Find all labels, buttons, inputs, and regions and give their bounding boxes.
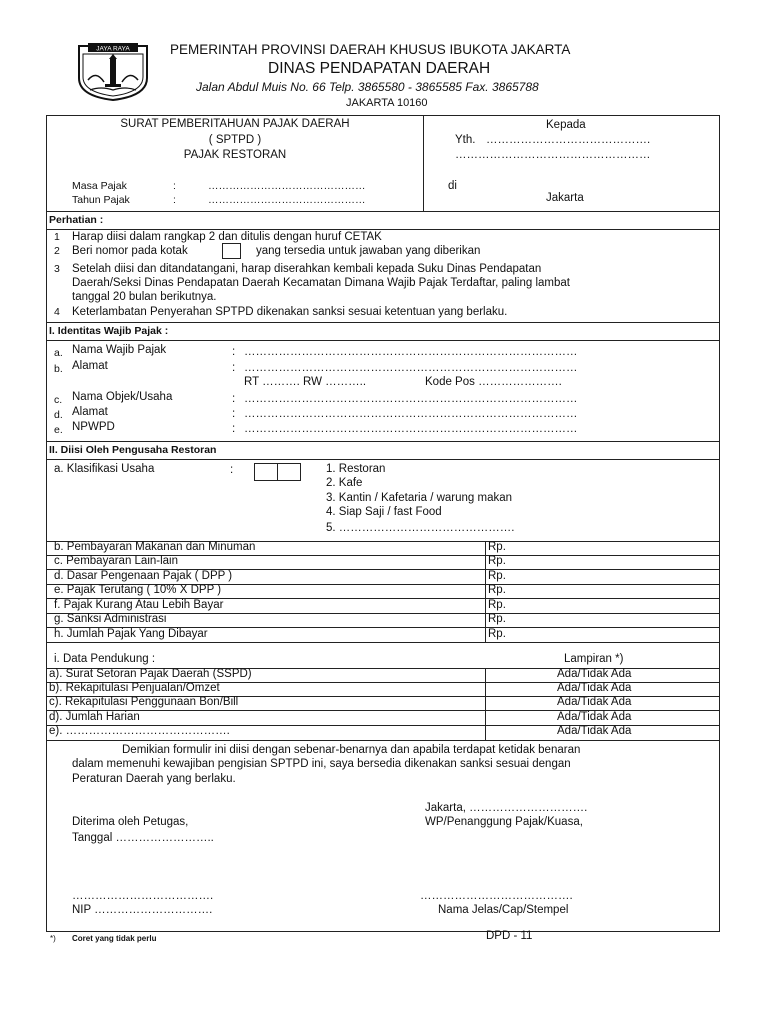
colon-e: : xyxy=(232,423,236,435)
form-title: SURAT PEMBERITAHUAN PAJAK DAERAH xyxy=(120,118,350,130)
form-subtitle: ( SPTPD ) xyxy=(208,134,262,146)
jakarta-emblem-icon xyxy=(76,40,150,102)
pendukung-e-label[interactable]: e). ……………………………………. xyxy=(49,725,230,737)
tahun-colon: : xyxy=(173,194,176,206)
pendukung-d-label: d). Jumlah Harian xyxy=(49,711,140,723)
tahun-pajak-label: Tahun Pajak xyxy=(72,194,130,206)
form-tax-type: PAJAK RESTORAN xyxy=(183,149,287,161)
klasifikasi-label: a. Klasifikasi Usaha xyxy=(54,463,155,475)
nama-wajib-pajak-field[interactable]: …………………………………………………………………………… xyxy=(244,346,578,358)
masa-pajak-label: Masa Pajak xyxy=(72,180,127,192)
option-kafe: 2. Kafe xyxy=(326,477,363,489)
npwpd-field[interactable]: …………………………………………………………………………… xyxy=(244,423,578,435)
alamat-wp-label: Alamat xyxy=(72,360,108,372)
note-3-l1: Setelah diisi dan ditandatangani, harap diserahkan kembali kepada Suku Dinas Pendapatan xyxy=(72,263,542,275)
yth-field[interactable]: ……………………………………. xyxy=(486,134,651,146)
pendukung-b-value[interactable]: Ada/Tidak Ada xyxy=(557,682,632,694)
row-g-value[interactable]: Rp. xyxy=(488,613,506,625)
declaration-line1: Demikian formulir ini diisi dengan sebenar-benarnya dan apabila terdapat ketidak benaran xyxy=(122,744,581,756)
alamat-wp-field[interactable]: …………………………………………………………………………… xyxy=(244,362,578,374)
option-siap-saji: 4. Siap Saji / fast Food xyxy=(326,506,442,518)
header-government: PEMERINTAH PROVINSI DAERAH KHUSUS IBUKOTA JAKARTA xyxy=(170,42,571,57)
option-restoran: 1. Restoran xyxy=(326,463,386,475)
footnote-star: *) xyxy=(50,934,56,943)
colon-a: : xyxy=(232,346,236,358)
pengusaha-heading: II. Diisi Oleh Pengusaha Restoran xyxy=(49,444,217,456)
pendukung-a-value[interactable]: Ada/Tidak Ada xyxy=(557,668,632,680)
pendukung-heading: i. Data Pendukung : xyxy=(54,653,156,665)
row-h-label: h. Jumlah Pajak Yang Dibayar xyxy=(54,628,208,640)
identitas-heading: I. Identitas Wajib Pajak : xyxy=(49,325,169,337)
row-c-value[interactable]: Rp. xyxy=(488,555,506,567)
row-f-label: f. Pajak Kurang Atau Lebih Bayar xyxy=(54,599,224,611)
note-2-num: 2 xyxy=(54,245,60,257)
di-label: di xyxy=(448,180,457,192)
kode-pos-field[interactable]: Kode Pos …………………. xyxy=(425,376,562,388)
note-1: Harap diisi dalam rangkap 2 dan ditulis dengan huruf CETAK xyxy=(72,231,382,243)
pendukung-c-label: c). Rekapitulasi Penggunaan Bon/Bill xyxy=(49,696,239,708)
header-city: JAKARTA 10160 xyxy=(346,97,428,109)
pendukung-d-value[interactable]: Ada/Tidak Ada xyxy=(557,711,632,723)
pendukung-c-value[interactable]: Ada/Tidak Ada xyxy=(557,696,632,708)
form-code: DPD - 11 xyxy=(486,930,533,942)
rt-rw-field[interactable]: RT ………. RW ……….. xyxy=(244,376,367,388)
city-label: Jakarta xyxy=(546,192,584,204)
note-2a: Beri nomor pada kotak xyxy=(72,245,188,257)
row-b-label: b. Pembayaran Makanan dan Minuman xyxy=(54,541,256,553)
kepada-label: Kepada xyxy=(546,119,586,131)
note-3-num: 3 xyxy=(54,263,60,275)
option-lainnya[interactable]: 5. ………………………………………. xyxy=(326,522,515,534)
masa-colon: : xyxy=(173,180,176,192)
diterima-label: Diterima oleh Petugas, xyxy=(72,816,189,828)
field-e-letter: e. xyxy=(54,424,63,436)
header-agency: DINAS PENDAPATAN DAERAH xyxy=(268,60,491,77)
field-c-letter: c. xyxy=(54,394,63,406)
row-g-label: g. Sanksi Administrasi xyxy=(54,613,167,625)
klasifikasi-colon: : xyxy=(230,464,234,476)
pendukung-e-value[interactable]: Ada/Tidak Ada xyxy=(557,725,632,737)
pendukung-a-label: a). Surat Setoran Pajak Daerah (SSPD) xyxy=(49,668,252,680)
field-d-letter: d. xyxy=(54,409,63,421)
yth-label: Yth. xyxy=(455,134,476,146)
note-3-l2: Daerah/Seksi Dinas Pendapatan Daerah Kecamatan Dimana Wajib Pajak Terdaftar, paling lambat xyxy=(72,277,570,289)
wp-label: WP/Penanggung Pajak/Kuasa, xyxy=(425,816,583,828)
note-4-num: 4 xyxy=(54,306,60,318)
alamat-objek-field[interactable]: …………………………………………………………………………… xyxy=(244,408,578,420)
nama-objek-label: Nama Objek/Usaha xyxy=(72,391,173,403)
npwpd-label: NPWPD xyxy=(72,421,115,433)
note-3-l3: tanggal 20 bulan berikutnya. xyxy=(72,291,217,303)
nama-jelas-label: Nama Jelas/Cap/Stempel xyxy=(438,904,569,916)
row-e-value[interactable]: Rp. xyxy=(488,584,506,596)
alamat-objek-label: Alamat xyxy=(72,406,108,418)
note-1-num: 1 xyxy=(54,231,60,243)
row-d-label: d. Dasar Pengenaan Pajak ( DPP ) xyxy=(54,570,233,582)
masa-pajak-field[interactable]: ……………………………………… xyxy=(208,180,366,192)
note-2b: yang tersedia untuk jawaban yang diberikan xyxy=(256,245,481,257)
row-c-label: c. Pembayaran Lain-lain xyxy=(54,555,179,567)
row-f-value[interactable]: Rp. xyxy=(488,599,506,611)
lampiran-heading: Lampiran *) xyxy=(564,653,624,665)
emblem-motto: JAYA RAYA xyxy=(96,45,130,53)
declaration-line3: Peraturan Daerah yang berlaku. xyxy=(72,773,236,785)
jakarta-date-field[interactable]: Jakarta, …………………………. xyxy=(425,802,588,814)
wp-signature-field[interactable]: …………………………………. xyxy=(420,890,573,902)
nip-field[interactable]: NIP …………………………. xyxy=(72,904,213,916)
tahun-pajak-field[interactable]: ……………………………………… xyxy=(208,194,366,206)
perhatian-heading: Perhatian : xyxy=(49,214,104,226)
colon-d: : xyxy=(232,408,236,420)
field-a-letter: a. xyxy=(54,347,63,359)
row-h-value[interactable]: Rp. xyxy=(488,628,506,640)
yth-field-2[interactable]: …………………………………………… xyxy=(455,149,651,161)
colon-c: : xyxy=(232,393,236,405)
tanggal-field[interactable]: Tanggal …………………….. xyxy=(72,832,214,844)
row-e-label: e. Pajak Terutang ( 10% X DPP ) xyxy=(54,584,222,596)
petugas-signature-field[interactable]: ………………………………. xyxy=(72,890,214,902)
pendukung-b-label: b). Rekapitulasi Penjualan/Omzet xyxy=(49,682,220,694)
row-d-value[interactable]: Rp. xyxy=(488,570,506,582)
nama-objek-field[interactable]: …………………………………………………………………………… xyxy=(244,393,578,405)
header-address: Jalan Abdul Muis No. 66 Telp. 3865580 - 3865585 Fax. 3865788 xyxy=(196,80,539,94)
nama-wajib-pajak-label: Nama Wajib Pajak xyxy=(72,344,167,356)
field-b-letter: b. xyxy=(54,363,63,375)
row-b-value[interactable]: Rp. xyxy=(488,541,506,553)
declaration-line2: dalam memenuhi kewajiban pengisian SPTPD ini, saya bersedia dikenakan sanksi sesuai dengan xyxy=(72,758,571,770)
footnote-text: Coret yang tidak perlu xyxy=(72,934,157,943)
option-kantin: 3. Kantin / Kafetaria / warung makan xyxy=(326,492,513,504)
klasifikasi-box-1[interactable] xyxy=(254,463,278,481)
sample-number-box xyxy=(222,243,241,259)
klasifikasi-box-2[interactable] xyxy=(277,463,301,481)
note-4: Keterlambatan Penyerahan SPTPD dikenakan sanksi sesuai ketentuan yang berlaku. xyxy=(72,306,508,318)
colon-b: : xyxy=(232,362,236,374)
